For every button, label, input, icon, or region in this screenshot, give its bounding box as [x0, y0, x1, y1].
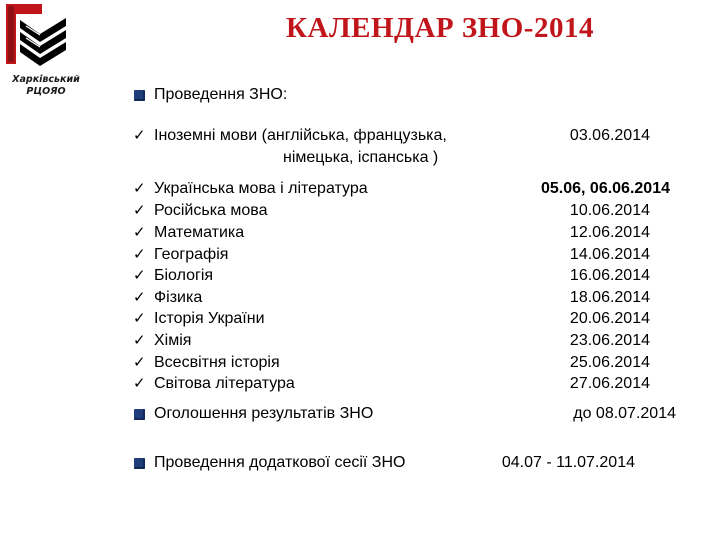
subject-date: 20.06.2014 [569, 310, 650, 327]
logo [6, 4, 80, 97]
subject-date: 05.06, 06.06.2014 [540, 180, 670, 197]
subject-name: Біологія [154, 267, 214, 284]
checkmark-icon: ✓ [133, 267, 146, 284]
checkmark-icon: ✓ [133, 354, 146, 371]
subject-name: Світова література [154, 375, 295, 392]
square-bullet-icon [134, 458, 145, 469]
page-title: КАЛЕНДАР ЗНО-2014 [286, 12, 594, 44]
checkmark-icon: ✓ [133, 246, 146, 263]
checkmark-icon: ✓ [133, 127, 146, 144]
square-bullet-icon [134, 90, 145, 101]
subject-name: Географія [154, 246, 229, 263]
checkmark-icon: ✓ [133, 202, 146, 219]
subject-date: 16.06.2014 [569, 267, 650, 284]
subject-date: 18.06.2014 [569, 289, 650, 306]
subject-name: Фізика [154, 289, 203, 306]
section-results-label: Оголошення результатів ЗНО [154, 405, 374, 422]
subject-name: Хімія [154, 332, 192, 349]
checkmark-icon: ✓ [133, 180, 146, 197]
square-bullet-icon [134, 409, 145, 420]
checkmark-icon: ✓ [133, 375, 146, 392]
subject-date: 03.06.2014 [569, 127, 650, 144]
subject-name: Російська мова [154, 202, 268, 219]
subject-name: Всесвітня історія [154, 354, 280, 371]
section-extra-session-label: Проведення додаткової сесії ЗНО [154, 454, 406, 471]
subject-date: 23.06.2014 [569, 332, 650, 349]
checkmark-icon: ✓ [133, 310, 146, 327]
checkmark-icon: ✓ [133, 224, 146, 241]
subject-name-continued: німецька, іспанська ) [283, 149, 439, 166]
subject-name: Історія України [154, 310, 265, 327]
section-conduct-label: Проведення ЗНО: [154, 86, 288, 103]
subject-date: 25.06.2014 [569, 354, 650, 371]
subject-date: 10.06.2014 [569, 202, 650, 219]
subject-name: Іноземні мови (англійська, французька, [154, 127, 447, 144]
checkmark-icon: ✓ [133, 332, 146, 349]
subject-name: Українська мова і література [154, 180, 368, 197]
subject-date: 12.06.2014 [569, 224, 650, 241]
logo-line-1: Харківський [12, 74, 80, 85]
section-results-date: до 08.07.2014 [573, 405, 676, 422]
logo-line-2: РЦОЯО [26, 86, 66, 97]
subject-name: Математика [154, 224, 245, 241]
section-extra-session-date: 04.07 - 11.07.2014 [501, 454, 635, 471]
logo-caption [6, 74, 86, 98]
checkmark-icon: ✓ [133, 289, 146, 306]
subject-date: 14.06.2014 [569, 246, 650, 263]
subject-date: 27.06.2014 [569, 375, 650, 392]
book-logo-icon [6, 4, 76, 74]
